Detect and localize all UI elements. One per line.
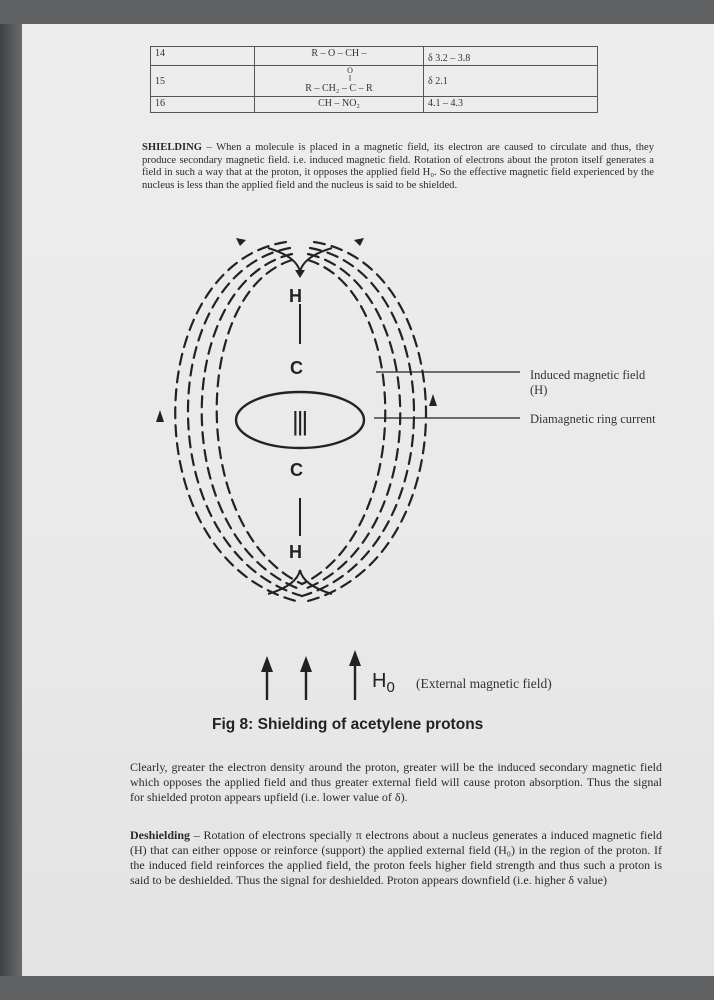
atom-c-bottom: C <box>290 460 303 480</box>
top-cusp <box>268 248 332 272</box>
label-induced-field: Induced magnetic field (H) <box>530 368 646 397</box>
field-line-right-inner <box>302 260 385 584</box>
shift-value: δ 3.2 – 3.8 <box>424 47 598 66</box>
atom-c-top: C <box>290 358 303 378</box>
field-line-left-inner <box>217 260 302 584</box>
deshielding-heading: Deshielding <box>130 828 191 842</box>
arrow-up-left-icon <box>156 410 164 422</box>
field-line-left-outermost <box>175 242 300 602</box>
functional-group: CH – NO₂ <box>255 97 424 113</box>
table-row <box>151 47 598 66</box>
group-formula: R – CH₂ – C – R <box>305 83 373 94</box>
arrow-tip-top-right-icon <box>354 238 364 246</box>
table-row <box>151 97 598 113</box>
shielding-heading: SHIELDING <box>142 142 203 153</box>
field-line-left-outer <box>188 248 302 596</box>
double-bond: ‖ <box>348 74 352 83</box>
h0-label <box>372 670 395 696</box>
external-field-label: (External magnetic field) <box>416 676 552 691</box>
h0-subscript: 0 <box>386 679 395 696</box>
row-number: 14 <box>151 47 255 66</box>
table-row <box>151 66 598 97</box>
deshielding-paragraph <box>130 828 662 888</box>
clearly-paragraph: Clearly, greater the electron density around the proton, greater will be the induced secondary magnetic field which opposes the applied field and thus greater external field will cause proton absorption. Thus the signal for shielded proton appears upfield (i.e. lower value of δ). <box>130 760 662 804</box>
figure-caption: Fig 8: Shielding of acetylene protons <box>212 716 484 733</box>
shielding-paragraph <box>142 142 654 192</box>
h0-symbol: H <box>372 670 387 692</box>
row-number: 16 <box>151 97 255 113</box>
shift-value: 4.1 – 4.3 <box>424 97 598 113</box>
page-shadow <box>0 24 22 976</box>
shift-value: δ 2.1 <box>424 66 598 97</box>
arrow-down-top-icon <box>295 270 305 278</box>
shielding-text: – When a molecule is placed in a magnetic field, its electron are caused to circulate and thus, they produce secondary magnetic field. i.e. induced magnetic field. Rotation of electrons about the proton itself generates a field in such a way that at the proton, it opposes the applied field H₀. So the effective magnetic field experienced by the nucleus is less than the applied field and the nucleus is said to be shielded. <box>142 142 654 191</box>
carbonyl-oxygen: O <box>347 66 353 75</box>
atom-h-top: H <box>289 286 302 306</box>
chemical-shift-table <box>150 46 598 113</box>
arrow-up-right-icon <box>429 394 437 406</box>
atom-h-bottom: H <box>289 542 302 562</box>
functional-group: R – O – CH – <box>255 47 424 66</box>
triple-bond: ||| <box>292 406 307 436</box>
functional-group <box>255 66 424 97</box>
deshielding-text: – Rotation of electrons specially π electrons about a nucleus generates a induced magnetic field (H) that can either oppose or reinforce (support) the applied external field (H₀) in the region of the proton. If the induced field reinforces the applied field, the proton feels higher field strength and thus such a proton is said to be deshielded. Thus the signal for deshielded. Proton appears downfield (i.e. higher δ value) <box>130 828 662 887</box>
arrow-up-icon <box>261 656 273 672</box>
row-number: 15 <box>151 66 255 97</box>
arrow-up-icon <box>349 650 361 666</box>
arrow-tip-top-left-icon <box>236 238 246 246</box>
acetylene-shielding-diagram <box>150 232 650 702</box>
arrow-up-icon <box>300 656 312 672</box>
label-diamagnetic-current: Diamagnetic ring current <box>530 412 656 426</box>
